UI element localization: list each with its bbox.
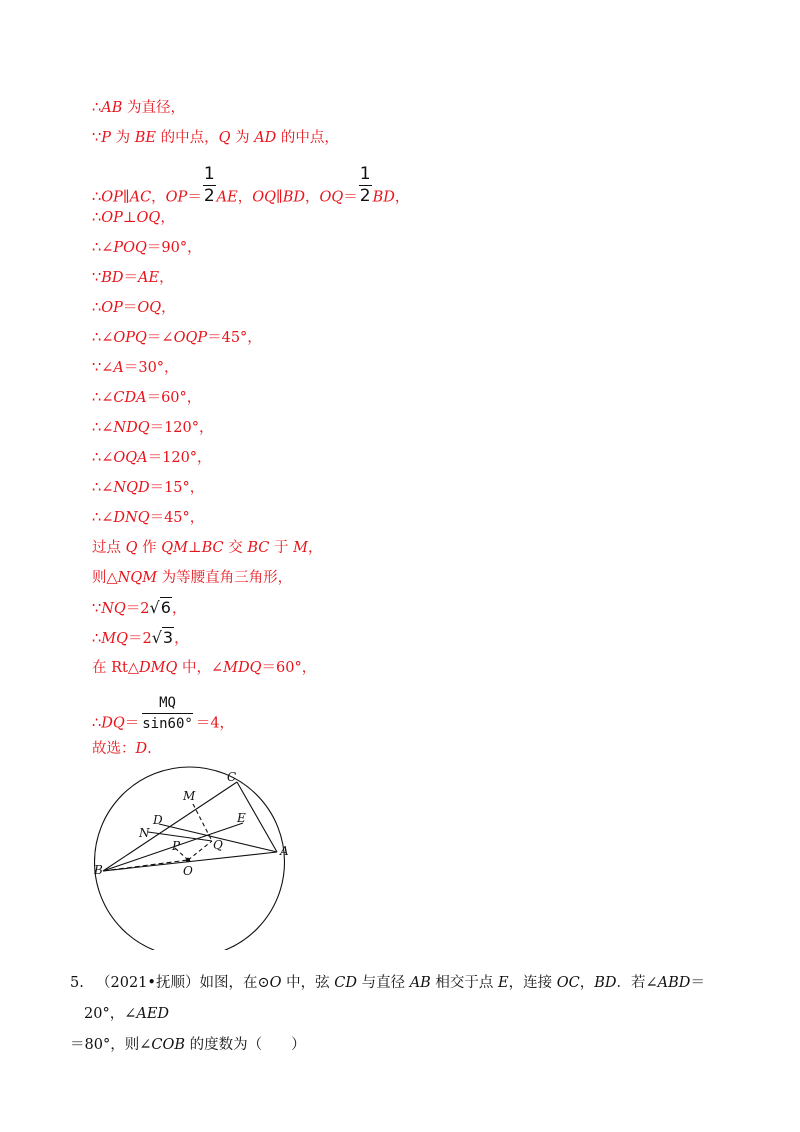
- line-angle-oqa: [92, 446, 212, 470]
- point-label: Q: [125, 540, 138, 556]
- fraction-numerator: MQ: [142, 696, 193, 714]
- segment-label: OC: [556, 975, 580, 991]
- segment-label: BE: [134, 130, 156, 146]
- line-angle-ndq: [92, 416, 214, 440]
- text: ∴∠: [92, 240, 114, 256]
- fraction-half: [359, 166, 372, 205]
- text: 如图，在⊙: [199, 975, 270, 991]
- point-label: E: [498, 975, 509, 991]
- point-o: [186, 858, 190, 862]
- point-label: O: [269, 975, 282, 991]
- because-symbol: ∵: [92, 270, 102, 286]
- angle-label: CDA: [113, 390, 147, 406]
- angle-label: OPQ: [113, 330, 147, 346]
- segment-label: MQ: [101, 631, 128, 647]
- fraction-denominator: 2: [203, 186, 215, 206]
- fraction-denominator: sin60°: [142, 716, 193, 732]
- text: ＝15°，: [149, 480, 205, 496]
- segment-label: BD: [594, 975, 617, 991]
- label-d: D: [153, 813, 163, 827]
- segment-label: OQ: [252, 189, 276, 206]
- angle-label: OQP: [173, 330, 208, 346]
- text: ，: [174, 631, 189, 647]
- point-label: Q: [218, 130, 231, 146]
- line-dq-result: [92, 695, 235, 732]
- text: ＝80°，则∠: [70, 1037, 152, 1053]
- label-a: A: [280, 844, 289, 858]
- fraction-numerator: 1: [203, 164, 215, 184]
- line-angle-a: [92, 356, 179, 380]
- line-perpendicular: [92, 206, 175, 230]
- segment-label: AE: [138, 270, 160, 286]
- line-angle-cda: [92, 386, 201, 410]
- text: 相交于点: [430, 975, 499, 991]
- angle-label: NDQ: [113, 420, 150, 436]
- text: 为等腰直角三角形，: [157, 570, 293, 586]
- question-source: （2021•抚顺）: [96, 975, 200, 991]
- segment-label: AB: [101, 100, 123, 116]
- label-o: O: [183, 864, 193, 878]
- text: ，: [304, 189, 320, 206]
- fraction-numerator: 1: [359, 164, 371, 184]
- text: ＝: [187, 189, 202, 206]
- fraction-denominator: 2: [359, 186, 371, 206]
- text: ＝90°，: [146, 240, 202, 256]
- text: ＝20°，∠: [84, 975, 705, 1022]
- geometry-figure: [94, 766, 306, 950]
- text: ∴∠: [92, 420, 114, 436]
- text: ∴∠: [92, 390, 114, 406]
- text: 的度数为（ ）: [185, 1037, 306, 1053]
- segment-label: OQ: [137, 300, 162, 316]
- text: ∴∠: [92, 450, 114, 466]
- line-bd-eq-ae: [92, 266, 174, 290]
- answer-choice: D: [135, 741, 148, 757]
- line-angle-dnq: [92, 506, 204, 530]
- label-b: B: [94, 863, 103, 877]
- segment-label: OP: [101, 210, 123, 226]
- text: 的中点，: [276, 130, 339, 146]
- segment-label: OP: [101, 189, 123, 206]
- line-nq-value: [92, 596, 186, 620]
- text: 中，弦: [281, 975, 335, 991]
- line-rt-dmq: [92, 656, 316, 680]
- parallel-symbol: ∥: [276, 189, 283, 206]
- segment-label: CD: [334, 975, 357, 991]
- question-5: [70, 968, 730, 1061]
- text: ∴∠: [92, 330, 114, 346]
- angle-label: ABD: [657, 975, 691, 991]
- line-mq-value: [92, 626, 189, 650]
- text: 故选：: [92, 741, 136, 757]
- text: ，: [171, 601, 187, 617]
- line-midline-relations: [92, 164, 410, 206]
- text: ＝120°，: [149, 420, 214, 436]
- line-midpoints: [92, 126, 339, 150]
- fraction-mq-over-sin60: [142, 696, 193, 731]
- text: ，: [307, 540, 323, 556]
- therefore-symbol: ∴: [92, 631, 102, 647]
- therefore-symbol: ∴: [92, 715, 102, 732]
- segment-label: OQ: [136, 210, 161, 226]
- text: 过点: [92, 540, 126, 556]
- text: ，连接: [508, 975, 557, 991]
- diameter-bo: [103, 860, 188, 871]
- segment-oq: [188, 841, 212, 860]
- text: ＝2: [127, 631, 152, 647]
- text: ＝45°，: [207, 330, 262, 346]
- text: ，: [237, 189, 253, 206]
- text: ，: [394, 189, 410, 206]
- segment-label: BD: [372, 189, 395, 206]
- label-p: P: [172, 839, 181, 853]
- segment-label: BC: [201, 540, 224, 556]
- angle-label: OQA: [113, 450, 148, 466]
- label-q: Q: [213, 838, 223, 852]
- fraction-half: [203, 166, 216, 205]
- text: ∴∠: [92, 480, 114, 496]
- sqrt-expression: √3: [151, 628, 174, 647]
- text: ＝60°，: [261, 660, 317, 676]
- text: .: [147, 741, 152, 757]
- segment-label: AD: [254, 130, 277, 146]
- text: 作: [137, 540, 162, 556]
- point-label: P: [101, 130, 111, 146]
- line-isosceles-right: [92, 566, 292, 590]
- text: ＝2: [125, 601, 150, 617]
- parallel-symbol: ∥: [122, 189, 130, 206]
- segment-label: AB: [409, 975, 431, 991]
- text: ，: [579, 975, 595, 991]
- text: 为: [111, 130, 135, 146]
- text: ＝30°，: [123, 360, 179, 376]
- line-angles-45: [92, 326, 262, 350]
- question-text-line2: [70, 1030, 730, 1061]
- triangle-label: NQM: [117, 570, 158, 586]
- text: 为直径，: [122, 100, 185, 116]
- segment-label: AC: [129, 189, 152, 206]
- therefore-symbol: ∴: [92, 210, 102, 226]
- because-symbol: ∵: [92, 130, 102, 146]
- sqrt-expression: √6: [149, 598, 171, 617]
- label-c: C: [227, 770, 237, 784]
- angle-label: AED: [136, 1006, 170, 1022]
- point-label: M: [293, 540, 308, 556]
- text: ＝: [343, 189, 358, 206]
- text: 中，∠: [177, 660, 224, 676]
- radicand: 6: [160, 598, 171, 617]
- segment-label: QM: [161, 540, 188, 556]
- text: ＝: [124, 715, 140, 732]
- text: ∵∠: [92, 360, 114, 376]
- angle-label: POQ: [113, 240, 147, 256]
- line-op-eq-oq: [92, 296, 176, 320]
- label-e: E: [237, 811, 246, 825]
- segment-label: OP: [165, 189, 188, 206]
- text: ，: [151, 189, 166, 206]
- text: 为: [230, 130, 255, 146]
- segment-label: BC: [247, 540, 270, 556]
- therefore-symbol: ∴: [92, 300, 102, 316]
- text: ．若∠: [616, 975, 658, 991]
- segment-label: AE: [216, 189, 238, 206]
- label-m: M: [183, 789, 196, 803]
- text: ＝120°，: [147, 450, 212, 466]
- therefore-symbol: ∴: [92, 100, 102, 116]
- text: 在 Rt△: [92, 660, 140, 676]
- line-angle-nqd: [92, 476, 204, 500]
- text: 于: [269, 540, 294, 556]
- segment-label: NQ: [101, 601, 126, 617]
- text: ＝4，: [195, 715, 235, 732]
- segment-label: OP: [101, 300, 123, 316]
- text: 交: [223, 540, 248, 556]
- question-text-line1: [84, 968, 730, 1030]
- label-n: N: [139, 826, 150, 840]
- angle-label: NQD: [113, 480, 150, 496]
- segment-label: OQ: [319, 189, 344, 206]
- text: ，: [161, 300, 176, 316]
- segment-label: BD: [101, 270, 124, 286]
- line-construct-qm: [92, 536, 322, 560]
- question-number: 5.: [70, 975, 84, 991]
- text: ∴∠: [92, 510, 114, 526]
- perp-symbol: ⊥: [122, 210, 137, 226]
- segment-label: DQ: [101, 715, 125, 732]
- because-symbol: ∵: [92, 601, 102, 617]
- line-answer: [92, 737, 152, 761]
- text: ＝: [122, 300, 138, 316]
- radicand: 3: [162, 628, 174, 647]
- text: ，: [160, 210, 175, 226]
- triangle-label: DMQ: [139, 660, 178, 676]
- text: ＝: [123, 270, 139, 286]
- text: ＝60°，: [146, 390, 202, 406]
- text: 的中点，: [155, 130, 219, 146]
- perp-symbol: ⊥: [187, 540, 202, 556]
- angle-label: DNQ: [113, 510, 150, 526]
- text: 则△: [92, 570, 118, 586]
- angle-label: A: [113, 360, 124, 376]
- text: 与直径: [356, 975, 410, 991]
- line-ab-diameter: [92, 96, 185, 120]
- line-angle-poq: [92, 236, 202, 260]
- text: ，: [159, 270, 174, 286]
- text: ＝∠: [146, 330, 174, 346]
- segment-label: BD: [282, 189, 305, 206]
- angle-label: COB: [151, 1037, 185, 1053]
- angle-label: MDQ: [223, 660, 262, 676]
- text: ＝45°，: [149, 510, 205, 526]
- therefore-symbol: ∴: [92, 189, 102, 206]
